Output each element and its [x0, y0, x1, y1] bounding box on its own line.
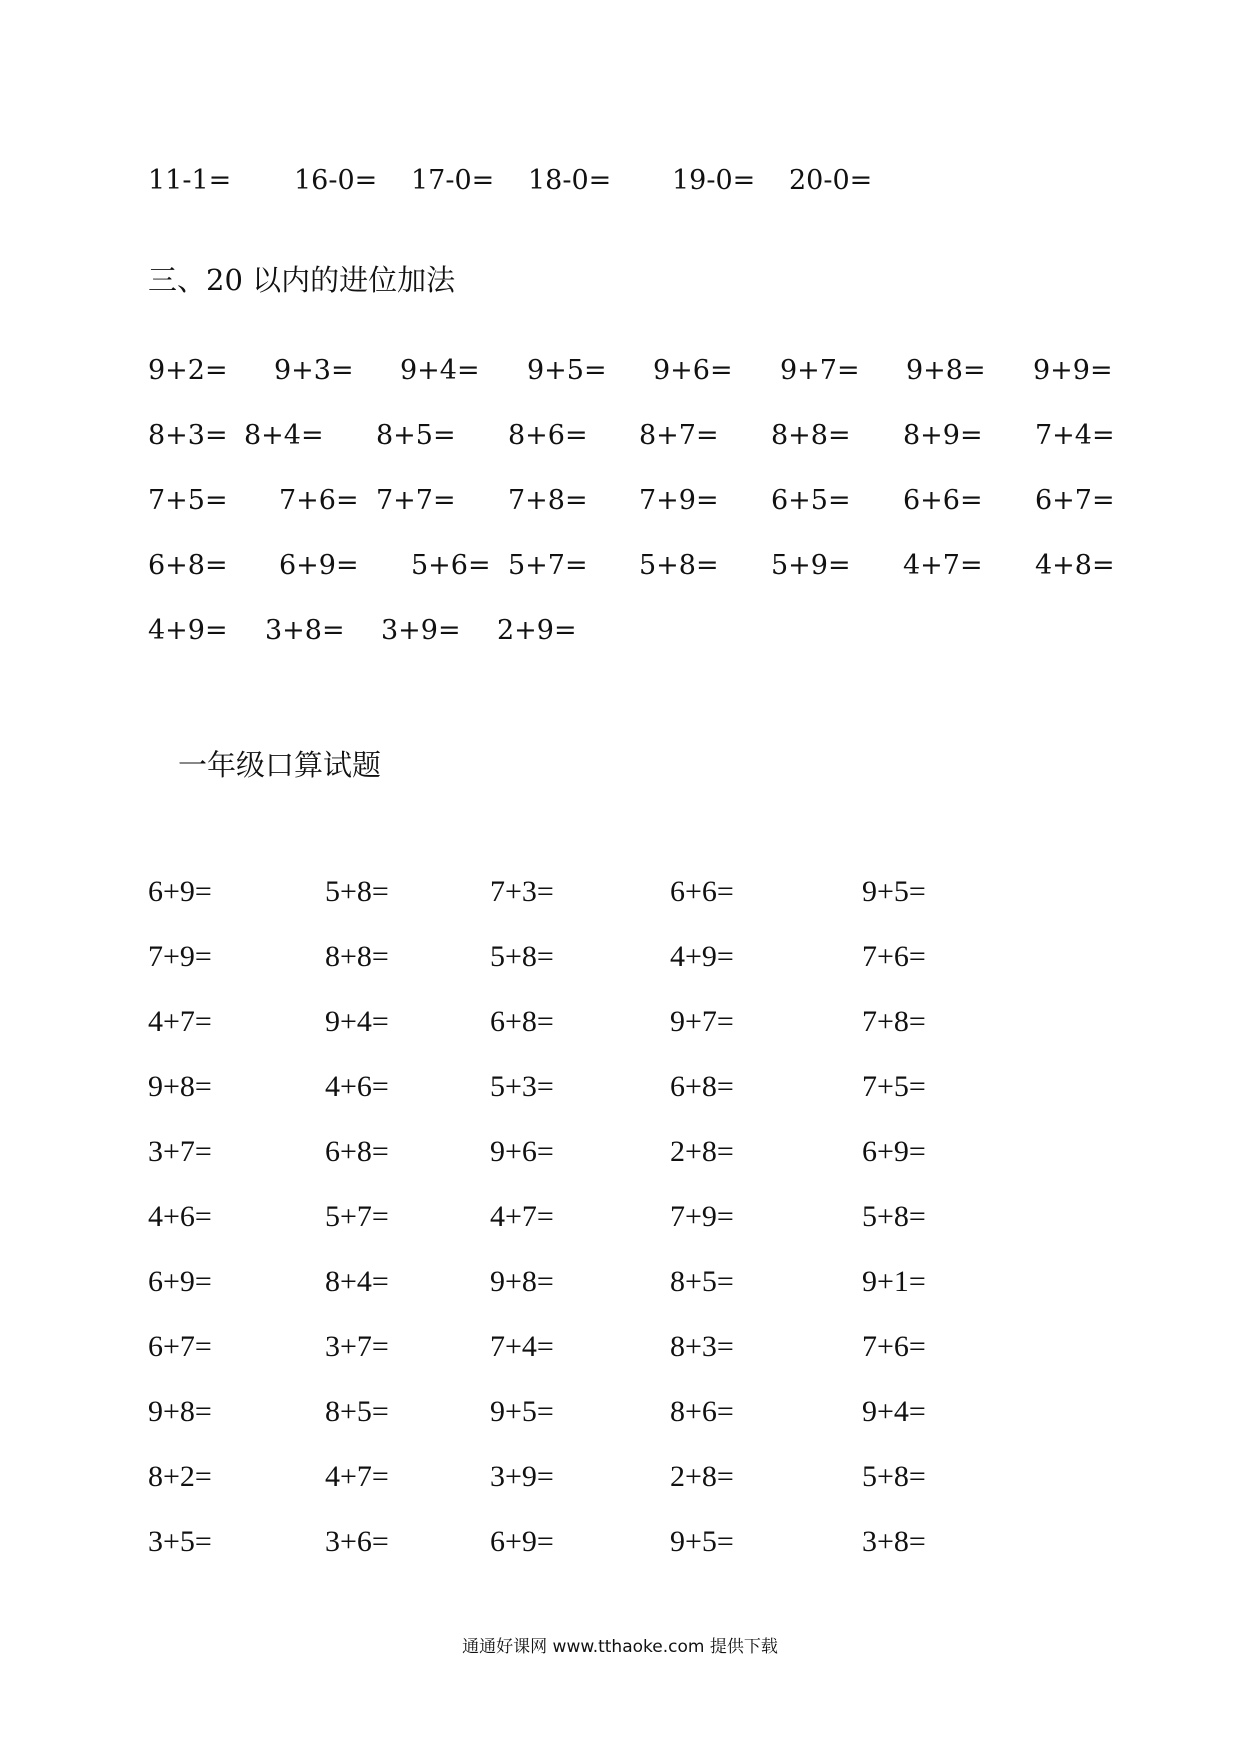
problem-18-0: 18-0=	[528, 165, 612, 196]
quiz-problem: 6+6=	[670, 875, 734, 908]
quiz-problem: 4+7=	[148, 1005, 212, 1038]
quiz-problem: 7+6=	[862, 1330, 926, 1363]
carry-problem: 7+7=	[376, 485, 456, 516]
carry-problem: 4+9=	[148, 615, 228, 646]
quiz-problem: 2+8=	[670, 1460, 734, 1493]
carry-problem: 6+8=	[148, 550, 228, 581]
carry-problem: 8+8=	[771, 420, 851, 451]
carry-problem: 8+3=	[148, 420, 228, 451]
quiz-problem: 6+8=	[490, 1005, 554, 1038]
quiz-problem: 4+7=	[490, 1200, 554, 1233]
quiz-problem: 9+6=	[490, 1135, 554, 1168]
section3-title: 三、20 以内的进位加法	[148, 263, 456, 297]
carry-problem: 5+8=	[639, 550, 719, 581]
quiz-problem: 7+9=	[670, 1200, 734, 1233]
quiz-problem: 3+7=	[325, 1330, 389, 1363]
carry-problem: 7+6=	[279, 485, 359, 516]
carry-problem: 8+7=	[639, 420, 719, 451]
problem-20-0: 20-0=	[789, 165, 873, 196]
carry-problem: 6+7=	[1035, 485, 1115, 516]
quiz-problem: 9+8=	[148, 1070, 212, 1103]
quiz-problem: 2+8=	[670, 1135, 734, 1168]
carry-problem: 9+7=	[780, 355, 860, 386]
quiz-problem: 5+8=	[862, 1200, 926, 1233]
quiz-problem: 3+9=	[490, 1460, 554, 1493]
carry-problem: 6+9=	[279, 550, 359, 581]
quiz-problem: 8+5=	[325, 1395, 389, 1428]
footer-credit: 通通好课网 www.tthaoke.com 提供下载	[462, 1637, 778, 1657]
carry-problem: 9+9=	[1033, 355, 1113, 386]
quiz-problem: 7+8=	[862, 1005, 926, 1038]
quiz-problem: 9+8=	[490, 1265, 554, 1298]
quiz-problem: 7+3=	[490, 875, 554, 908]
quiz-problem: 9+7=	[670, 1005, 734, 1038]
quiz-problem: 7+5=	[862, 1070, 926, 1103]
quiz-problem: 6+8=	[670, 1070, 734, 1103]
quiz-problem: 6+9=	[148, 1265, 212, 1298]
carry-problem: 9+5=	[527, 355, 607, 386]
quiz-problem: 8+5=	[670, 1265, 734, 1298]
carry-problem: 3+8=	[265, 615, 345, 646]
carry-problem: 4+7=	[903, 550, 983, 581]
carry-problem: 7+4=	[1035, 420, 1115, 451]
carry-problem: 8+4=	[244, 420, 324, 451]
carry-problem: 5+6=	[411, 550, 491, 581]
quiz-problem: 5+8=	[325, 875, 389, 908]
quiz-problem: 9+5=	[670, 1525, 734, 1558]
carry-problem: 8+9=	[903, 420, 983, 451]
quiz-problem: 4+6=	[148, 1200, 212, 1233]
quiz-problem: 9+4=	[325, 1005, 389, 1038]
quiz-problem: 8+6=	[670, 1395, 734, 1428]
carry-problem: 6+5=	[771, 485, 851, 516]
carry-problem: 7+8=	[508, 485, 588, 516]
quiz-problem: 6+8=	[325, 1135, 389, 1168]
quiz-problem: 3+8=	[862, 1525, 926, 1558]
problem-17-0: 17-0=	[411, 165, 495, 196]
quiz-problem: 6+9=	[490, 1525, 554, 1558]
carry-problem: 9+2=	[148, 355, 228, 386]
quiz-problem: 4+9=	[670, 940, 734, 973]
carry-problem: 8+5=	[376, 420, 456, 451]
carry-problem: 5+9=	[771, 550, 851, 581]
carry-problem: 9+8=	[906, 355, 986, 386]
quiz-problem: 9+8=	[148, 1395, 212, 1428]
carry-problem: 7+9=	[639, 485, 719, 516]
quiz-problem: 8+8=	[325, 940, 389, 973]
quiz-problem: 3+6=	[325, 1525, 389, 1558]
carry-problem: 9+6=	[653, 355, 733, 386]
carry-problem: 4+8=	[1035, 550, 1115, 581]
quiz-problem: 5+7=	[325, 1200, 389, 1233]
quiz-problem: 7+6=	[862, 940, 926, 973]
quiz-problem: 5+8=	[862, 1460, 926, 1493]
carry-problem: 9+4=	[400, 355, 480, 386]
quiz-problem: 6+7=	[148, 1330, 212, 1363]
quiz-problem: 8+3=	[670, 1330, 734, 1363]
quiz-title: 一年级口算试题	[178, 748, 382, 782]
quiz-problem: 5+3=	[490, 1070, 554, 1103]
quiz-problem: 8+2=	[148, 1460, 212, 1493]
quiz-problem: 9+4=	[862, 1395, 926, 1428]
problem-16-0: 16-0=	[294, 165, 378, 196]
carry-problem: 5+7=	[508, 550, 588, 581]
quiz-problem: 5+8=	[490, 940, 554, 973]
quiz-problem: 4+7=	[325, 1460, 389, 1493]
quiz-problem: 7+4=	[490, 1330, 554, 1363]
quiz-problem: 9+1=	[862, 1265, 926, 1298]
quiz-problem: 8+4=	[325, 1265, 389, 1298]
quiz-problem: 6+9=	[148, 875, 212, 908]
problem-11-1: 11-1=	[148, 165, 232, 196]
carry-problem: 7+5=	[148, 485, 228, 516]
carry-problem: 6+6=	[903, 485, 983, 516]
carry-problem: 8+6=	[508, 420, 588, 451]
quiz-problem: 3+5=	[148, 1525, 212, 1558]
quiz-problem: 7+9=	[148, 940, 212, 973]
problem-19-0: 19-0=	[672, 165, 756, 196]
quiz-problem: 6+9=	[862, 1135, 926, 1168]
carry-problem: 9+3=	[274, 355, 354, 386]
quiz-problem: 9+5=	[490, 1395, 554, 1428]
carry-problem: 3+9=	[381, 615, 461, 646]
quiz-problem: 4+6=	[325, 1070, 389, 1103]
quiz-problem: 9+5=	[862, 875, 926, 908]
quiz-problem: 3+7=	[148, 1135, 212, 1168]
carry-problem: 2+9=	[497, 615, 577, 646]
